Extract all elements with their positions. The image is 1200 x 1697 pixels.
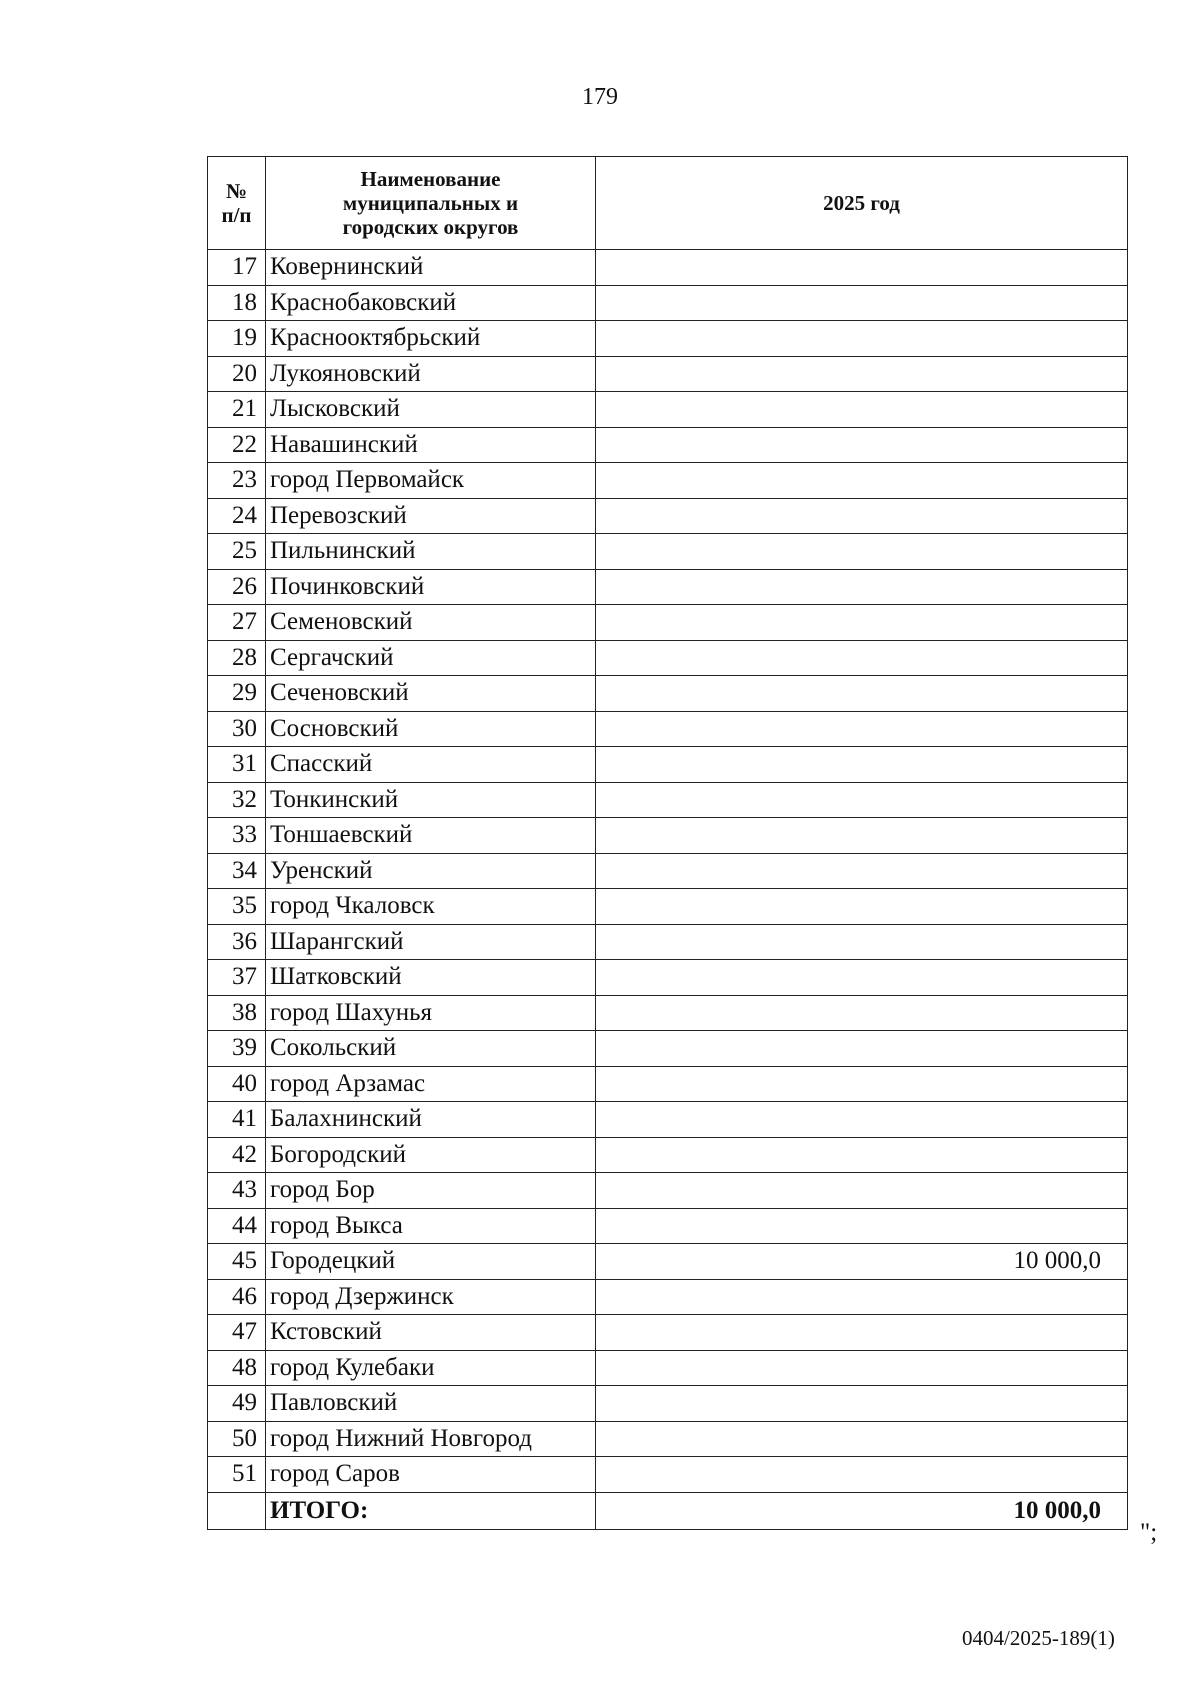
table-row bbox=[208, 1315, 1128, 1351]
table-row bbox=[208, 1279, 1128, 1315]
row-name: Балахнинский bbox=[266, 1102, 596, 1138]
row-number: 51 bbox=[208, 1457, 266, 1493]
row-number: 17 bbox=[208, 250, 266, 286]
row-number: 19 bbox=[208, 321, 266, 357]
table-header-row bbox=[208, 157, 1128, 250]
closing-quote-mark: "; bbox=[1140, 1519, 1158, 1546]
total-num-cell bbox=[208, 1492, 266, 1529]
row-value bbox=[596, 1102, 1128, 1138]
row-name: Лысковский bbox=[266, 392, 596, 428]
row-value bbox=[596, 285, 1128, 321]
table-row bbox=[208, 1173, 1128, 1209]
page-number: 179 bbox=[582, 84, 618, 110]
row-value bbox=[596, 356, 1128, 392]
row-number: 22 bbox=[208, 427, 266, 463]
row-name: Починковский bbox=[266, 569, 596, 605]
table-row bbox=[208, 1457, 1128, 1493]
row-name: Спасский bbox=[266, 747, 596, 783]
table-body bbox=[208, 250, 1128, 1493]
row-name: город Кулебаки bbox=[266, 1350, 596, 1386]
row-number: 50 bbox=[208, 1421, 266, 1457]
row-name: Уренский bbox=[266, 853, 596, 889]
row-value bbox=[596, 1386, 1128, 1422]
row-value bbox=[596, 1279, 1128, 1315]
row-number: 48 bbox=[208, 1350, 266, 1386]
header-name bbox=[266, 157, 596, 250]
row-number: 24 bbox=[208, 498, 266, 534]
table-row bbox=[208, 747, 1128, 783]
row-value bbox=[596, 1031, 1128, 1067]
row-number: 37 bbox=[208, 960, 266, 996]
row-name: город Дзержинск bbox=[266, 1279, 596, 1315]
table-row bbox=[208, 782, 1128, 818]
row-number: 35 bbox=[208, 889, 266, 925]
row-number: 34 bbox=[208, 853, 266, 889]
row-value bbox=[596, 1066, 1128, 1102]
row-value bbox=[596, 676, 1128, 712]
row-name: Перевозский bbox=[266, 498, 596, 534]
row-name: город Арзамас bbox=[266, 1066, 596, 1102]
row-number: 39 bbox=[208, 1031, 266, 1067]
row-number: 30 bbox=[208, 711, 266, 747]
row-name: город Выкса bbox=[266, 1208, 596, 1244]
table-row bbox=[208, 1066, 1128, 1102]
row-name: Ковернинский bbox=[266, 250, 596, 286]
row-name: Сокольский bbox=[266, 1031, 596, 1067]
table-row bbox=[208, 1386, 1128, 1422]
total-value: 10 000,0 bbox=[596, 1492, 1128, 1529]
row-value bbox=[596, 1421, 1128, 1457]
header-num-text: № п/п bbox=[221, 179, 252, 227]
row-name: Тоншаевский bbox=[266, 818, 596, 854]
row-name: Сергачский bbox=[266, 640, 596, 676]
row-name: Богородский bbox=[266, 1137, 596, 1173]
row-number: 43 bbox=[208, 1173, 266, 1209]
row-name: город Саров bbox=[266, 1457, 596, 1493]
row-name: город Бор bbox=[266, 1173, 596, 1209]
total-label: ИТОГО: bbox=[266, 1492, 596, 1529]
row-value bbox=[596, 1457, 1128, 1493]
row-number: 41 bbox=[208, 1102, 266, 1138]
row-number: 44 bbox=[208, 1208, 266, 1244]
table-row bbox=[208, 569, 1128, 605]
row-number: 26 bbox=[208, 569, 266, 605]
table-row bbox=[208, 995, 1128, 1031]
row-value bbox=[596, 782, 1128, 818]
table-row bbox=[208, 818, 1128, 854]
row-value bbox=[596, 960, 1128, 996]
table-row bbox=[208, 889, 1128, 925]
row-value bbox=[596, 747, 1128, 783]
row-value bbox=[596, 711, 1128, 747]
row-number: 36 bbox=[208, 924, 266, 960]
row-value bbox=[596, 924, 1128, 960]
row-name: Кстовский bbox=[266, 1315, 596, 1351]
row-value bbox=[596, 498, 1128, 534]
row-number: 28 bbox=[208, 640, 266, 676]
row-name: город Шахунья bbox=[266, 995, 596, 1031]
table-row bbox=[208, 498, 1128, 534]
table-row bbox=[208, 356, 1128, 392]
table-row bbox=[208, 960, 1128, 996]
total-row bbox=[208, 1492, 1128, 1529]
table-row bbox=[208, 711, 1128, 747]
header-year bbox=[596, 157, 1128, 250]
row-number: 18 bbox=[208, 285, 266, 321]
row-number: 49 bbox=[208, 1386, 266, 1422]
row-name: Навашинский bbox=[266, 427, 596, 463]
table-row bbox=[208, 676, 1128, 712]
row-number: 31 bbox=[208, 747, 266, 783]
row-name: Сеченовский bbox=[266, 676, 596, 712]
row-value bbox=[596, 534, 1128, 570]
row-name: Лукояновский bbox=[266, 356, 596, 392]
table-row bbox=[208, 285, 1128, 321]
row-name: Пильнинский bbox=[266, 534, 596, 570]
document-code: 0404/2025-189(1) bbox=[962, 1626, 1115, 1650]
row-number: 38 bbox=[208, 995, 266, 1031]
row-value bbox=[596, 1315, 1128, 1351]
row-value bbox=[596, 1350, 1128, 1386]
row-value bbox=[596, 889, 1128, 925]
row-name: Шарангский bbox=[266, 924, 596, 960]
row-name: город Первомайск bbox=[266, 463, 596, 499]
row-value bbox=[596, 995, 1128, 1031]
row-name: Краснооктябрьский bbox=[266, 321, 596, 357]
table-row bbox=[208, 853, 1128, 889]
table-row bbox=[208, 1208, 1128, 1244]
row-name: Павловский bbox=[266, 1386, 596, 1422]
row-value bbox=[596, 569, 1128, 605]
row-number: 46 bbox=[208, 1279, 266, 1315]
row-number: 20 bbox=[208, 356, 266, 392]
row-value: 10 000,0 bbox=[596, 1244, 1128, 1280]
row-number: 25 bbox=[208, 534, 266, 570]
table-row bbox=[208, 1102, 1128, 1138]
row-value bbox=[596, 1137, 1128, 1173]
row-value bbox=[596, 250, 1128, 286]
row-name: Краснобаковский bbox=[266, 285, 596, 321]
row-value bbox=[596, 1173, 1128, 1209]
row-number: 47 bbox=[208, 1315, 266, 1351]
table-row bbox=[208, 321, 1128, 357]
row-number: 21 bbox=[208, 392, 266, 428]
table-row bbox=[208, 1421, 1128, 1457]
table-row bbox=[208, 427, 1128, 463]
row-name: Городецкий bbox=[266, 1244, 596, 1280]
row-value bbox=[596, 853, 1128, 889]
table-row bbox=[208, 463, 1128, 499]
row-value bbox=[596, 427, 1128, 463]
table-row bbox=[208, 250, 1128, 286]
header-name-text: Наименование муниципальных и городских округов bbox=[342, 167, 519, 239]
header-num bbox=[208, 157, 266, 250]
row-value bbox=[596, 463, 1128, 499]
row-value bbox=[596, 1208, 1128, 1244]
row-name: Тонкинский bbox=[266, 782, 596, 818]
row-value bbox=[596, 321, 1128, 357]
row-number: 42 bbox=[208, 1137, 266, 1173]
table-row bbox=[208, 1350, 1128, 1386]
header-year-text: 2025 год bbox=[823, 191, 900, 215]
row-name: Семеновский bbox=[266, 605, 596, 641]
row-number: 29 bbox=[208, 676, 266, 712]
table-row bbox=[208, 534, 1128, 570]
row-name: Сосновский bbox=[266, 711, 596, 747]
table-row bbox=[208, 924, 1128, 960]
table-row bbox=[208, 1031, 1128, 1067]
table-row bbox=[208, 392, 1128, 428]
row-value bbox=[596, 605, 1128, 641]
table-row bbox=[208, 1244, 1128, 1280]
row-name: город Нижний Новгород bbox=[266, 1421, 596, 1457]
table-row bbox=[208, 640, 1128, 676]
row-number: 40 bbox=[208, 1066, 266, 1102]
row-number: 33 bbox=[208, 818, 266, 854]
row-number: 45 bbox=[208, 1244, 266, 1280]
row-number: 23 bbox=[208, 463, 266, 499]
table-row bbox=[208, 605, 1128, 641]
table-row bbox=[208, 1137, 1128, 1173]
row-name: город Чкаловск bbox=[266, 889, 596, 925]
row-name: Шатковский bbox=[266, 960, 596, 996]
municipal-table bbox=[207, 156, 1128, 1530]
row-value bbox=[596, 818, 1128, 854]
row-number: 32 bbox=[208, 782, 266, 818]
row-value bbox=[596, 392, 1128, 428]
row-number: 27 bbox=[208, 605, 266, 641]
row-value bbox=[596, 640, 1128, 676]
